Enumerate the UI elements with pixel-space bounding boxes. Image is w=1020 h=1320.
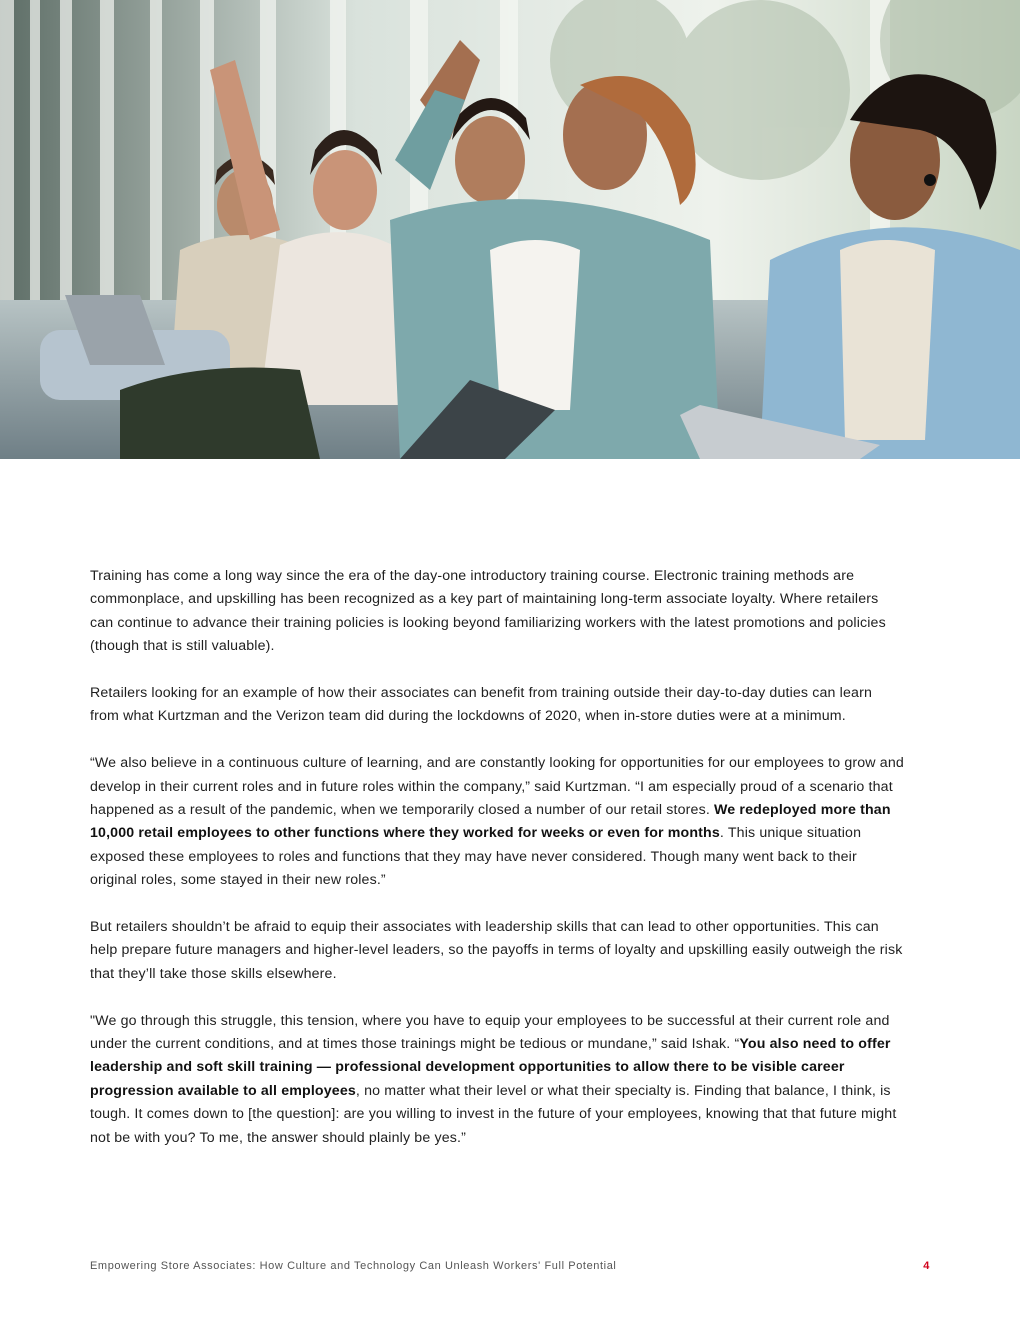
paragraph-3-lead: “We also believe in a continuous culture of learning, and are constantly looking for opportunities for our employees to grow and develop in their current roles and in future roles within the company,” said Kurtzman. “I am especially proud of a scenario that happened as a result of the pandemic, when we temporarily closed a number of our retail stores. bbox=[90, 755, 904, 819]
paragraph-3-tail: . This unique situation exposed these employees to roles and functions that they may have never considered. Though many went back to their original roles, some stayed in their new roles.” bbox=[90, 825, 862, 889]
training-session-illustration bbox=[0, 0, 1020, 459]
page-number: 4 bbox=[923, 1260, 930, 1272]
paragraph-5-highlight: You also need to offer leadership and soft skill training — professional development opportunities to allow there to be visible career progression available to all employees bbox=[90, 1036, 891, 1099]
page-footer bbox=[90, 1260, 930, 1272]
footer-title: Empowering Store Associates: How Culture and Technology Can Unleash Workers' Full Potential bbox=[90, 1260, 617, 1272]
paragraph-5-lead: "We go through this struggle, this tension, where you have to equip your employees to be successful at their current role and under the current conditions, and at times those trainings might be tedious or mundane,” said Ishak. “ bbox=[90, 1012, 890, 1053]
paragraph-3 bbox=[90, 752, 905, 892]
paragraph-2: Retailers looking for an example of how their associates can benefit from training outside their day-to-day duties can learn from what Kurtzman and the Verizon team did during the lockdowns of 2020, when in-store duties were at a minimum. bbox=[90, 685, 872, 725]
paragraph-1: Training has come a long way since the era of the day-one introductory training course. Electronic training methods are commonplace, and upskilling has been recognized as a key part of maintaining long-term associate loyalty. Where retailers can continue to advance their training policies is looking beyond familiarizing workers with the latest promotions and policies (though that is still valuable). bbox=[90, 568, 886, 655]
paragraph-4: But retailers shouldn’t be afraid to equip their associates with leadership skills that can lead to other opportunities. This can help prepare future managers and higher-level leaders, so the payoffs in terms of loyalty and upskilling easily outweigh the risk that they’ll take those skills elsewhere. bbox=[90, 919, 903, 982]
paragraph-5-tail: , no matter what their level or what their specialty is. Finding that balance, I think, is tough. It comes down to [the question]: are you willing to invest in the future of your employees, knowing that that future might not be with you? To me, the answer should plainly be yes.” bbox=[90, 1082, 897, 1146]
article-body bbox=[90, 565, 905, 1173]
hero-photo bbox=[0, 0, 1020, 459]
paragraph-5 bbox=[90, 1010, 905, 1150]
paragraph-3-highlight: We redeployed more than 10,000 retail employees to other functions where they worked for weeks or even for months bbox=[90, 802, 891, 842]
